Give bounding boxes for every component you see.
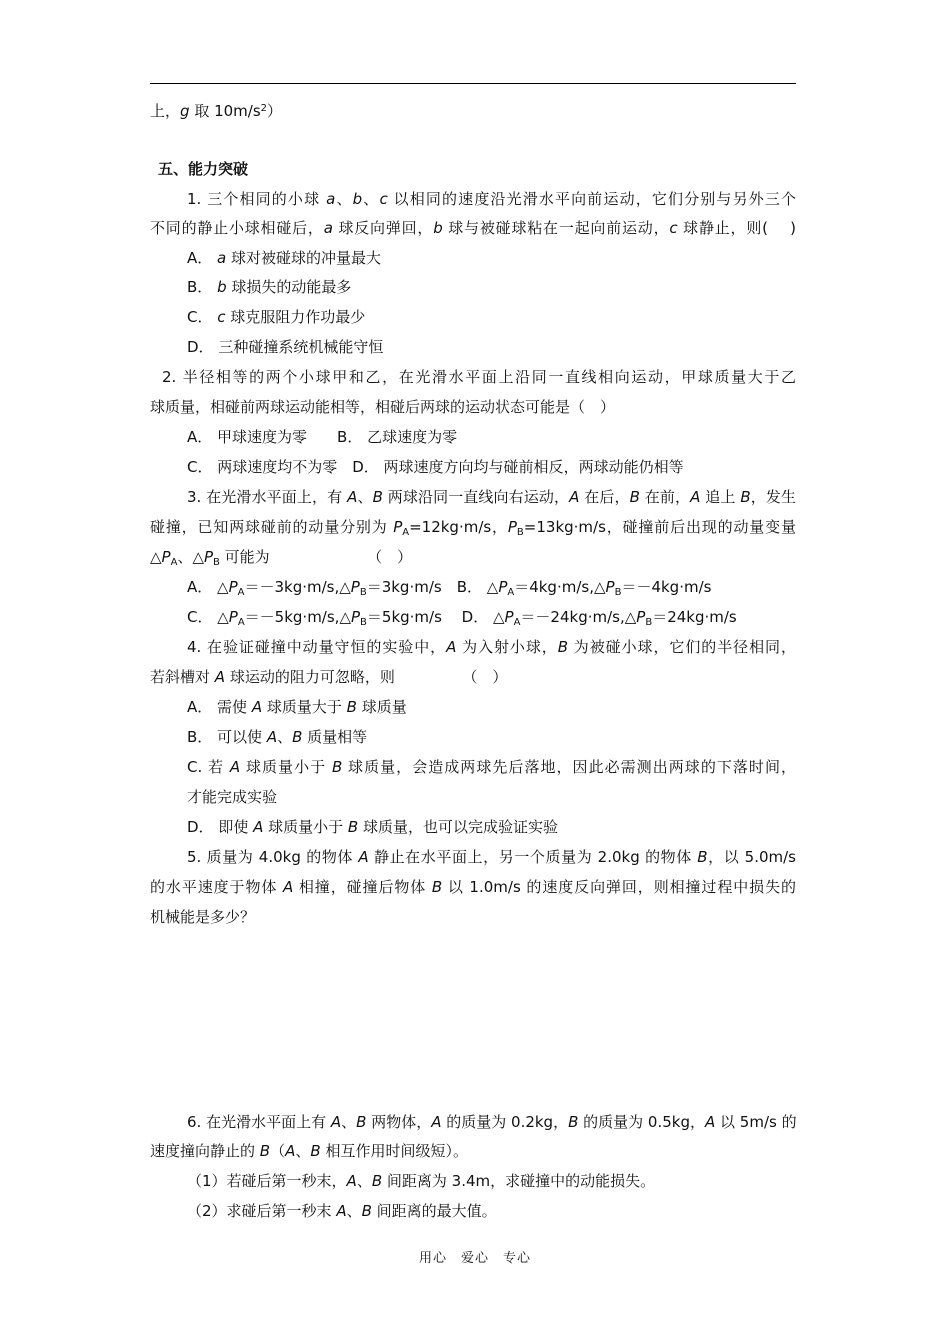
q5-stem-line1: 5. 质量为 4.0kg 的物体 A 静止在水平面上，另一个质量为 2.0kg 的物体 B，以 5.0m/s <box>187 848 796 866</box>
q6-stem-line2: 速度撞向静止的 B（A、B 相互作用时间级短）。 <box>150 1142 468 1160</box>
q4-option-c-line2: 才能完成实验 <box>187 788 278 806</box>
q3-stem-line1: 3. 在光滑水平面上，有 A、B 两球沿同一直线向右运动，A 在后，B 在前，A 追上 B，发生 <box>187 488 796 506</box>
q1-stem-line2: 不同的静止小球相碰后，a 球反向弹回，b 球与被碰球粘在一起向前运动，c 球静止，则( ) <box>150 219 796 237</box>
q3-options-cd: C． $\triangle P_A=-5kg\cdot m/s,\triangle P_B=5kg\cdot m/s$ D． $\triangle P_A=-24kg\cdot m/s,\triangle P_B=24kg\cdot m/s$ <box>187 608 737 628</box>
q3-stem-line2: 碰撞，已知两球碰前的动量分别为 $P_A=12kg\cdot m/s$，$P_B=13kg\cdot m/s$，碰撞前后出现的动量变量 <box>150 518 796 538</box>
q5-stem-line3: 机械能是多少？ <box>150 908 256 926</box>
q3-stem-line3: $\triangle P_A$、$\triangle P_B$ 可能为 （ ） <box>150 548 413 568</box>
q4-option-a: A． 需使 A 球质量大于 B 球质量 <box>187 698 407 716</box>
q4-option-b: B． 可以使 A、B 质量相等 <box>187 728 368 746</box>
q6-subquestion-2: （2）求碰后第一秒末 A、B 间距离的最大值。 <box>187 1202 497 1220</box>
q4-option-d: D． 即使 A 球质量小于 B 球质量，也可以完成验证实验 <box>187 818 558 836</box>
q4-stem-line1: 4. 在验证碰撞中动量守恒的实验中，A 为入射小球，B 为被碰小球，它们的半径相同， <box>187 638 796 656</box>
q4-option-c-line1: C. 若 A 球质量小于 B 球质量，会造成两球先后落地，因此必需测出两球的下落时间， <box>187 758 796 776</box>
section-title: 五、能力突破 <box>158 160 249 178</box>
q2-stem-line2: 球质量，相碰前两球运动能相等，相碰后两球的运动状态可能是（ ） <box>150 398 616 416</box>
q2-stem-line1: 2. 半径相等的两个小球甲和乙，在光滑水平面上沿同一直线相向运动，甲球质量大于乙 <box>162 368 796 386</box>
q1-option-c: C． c 球克服阻力作功最少 <box>187 308 366 326</box>
q2-options-cd: C． 两球速度均不为零 D． 两球速度方向均与碰前相反，两球动能仍相等 <box>187 458 684 476</box>
q6-subquestion-1: （1）若碰后第一秒末，A、B 间距离为 3.4m，求碰撞中的动能损失。 <box>187 1172 656 1190</box>
q4-stem-line2: 若斜槽对 A 球运动的阻力可忽略，则 （ ） <box>150 668 508 686</box>
q6-stem-line1: 6. 在光滑水平面上有 A、B 两物体，A 的质量为 0.2kg，B 的质量为 0.5kg，A 以 5m/s 的 <box>187 1113 797 1131</box>
continued-text: 上，g 取 $10m/s^2$） <box>150 102 283 120</box>
q5-stem-line2: 的水平速度于物体 A 相撞，碰撞后物体 B 以 1.0m/s 的速度反向弹回，则相撞过程中损失的 <box>150 878 796 896</box>
page-footer: 用心 爱心 专心 <box>418 1251 531 1266</box>
q2-options-ab: A． 甲球速度为零 B． 乙球速度为零 <box>187 428 458 446</box>
q1-option-a: A． a 球对被碰球的冲量最大 <box>187 249 382 267</box>
header-rule <box>150 83 796 84</box>
q1-option-d: D． 三种碰撞系统机械能守恒 <box>187 338 384 356</box>
q3-options-ab: A． $\triangle P_A=-3kg\cdot m/s,\triangle P_B=3kg\cdot m/s$ B． $\triangle P_A=4kg\cdot m/s,\triangle P_B=-4kg\cdot m/s$ <box>187 578 712 598</box>
q1-stem-line1: 1. 三个相同的小球 a、b、c 以相同的速度沿光滑水平向前运动，它们分别与另外三个 <box>187 190 796 208</box>
q1-option-b: B． b 球损失的动能最多 <box>187 278 352 296</box>
